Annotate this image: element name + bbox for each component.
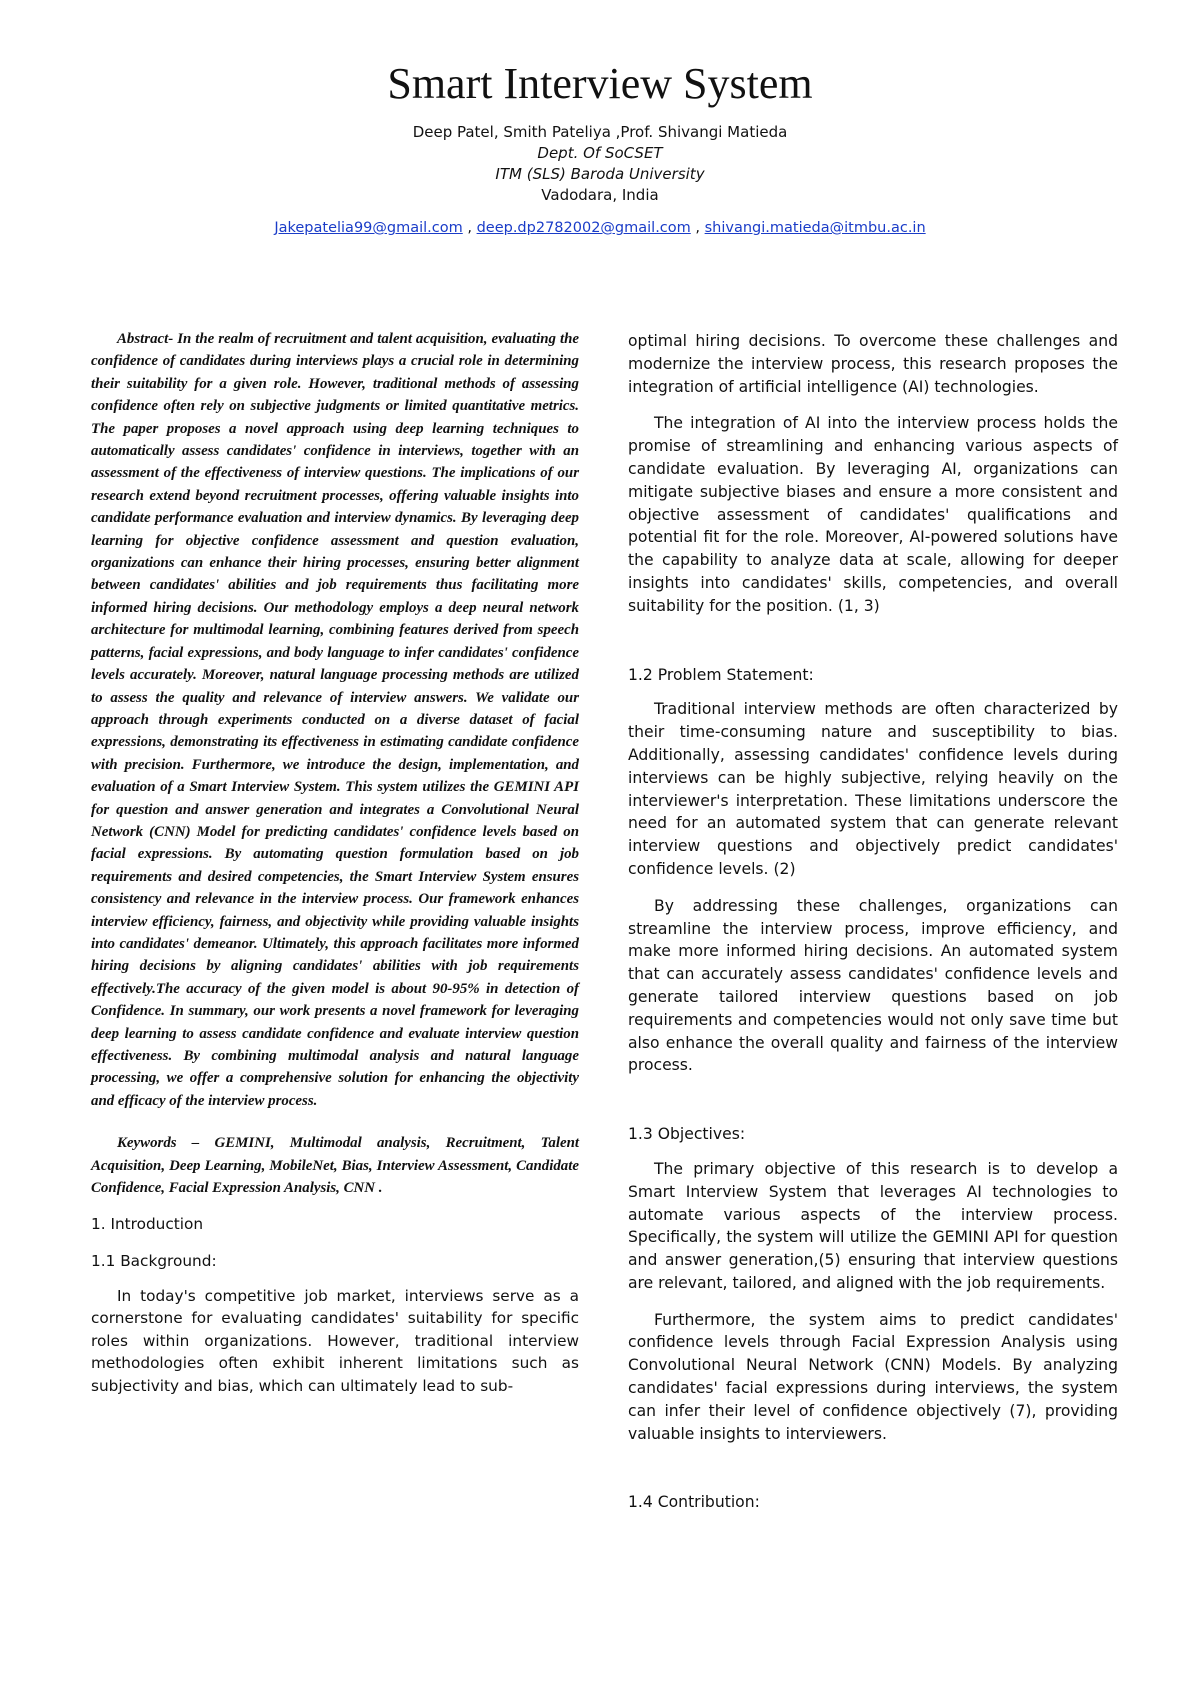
paragraph: In today's competitive job market, interviews serve as a cornerstone for evaluating candidates' suitability for specific roles within organizations. However, traditional interview methodologies often exhibit inherent limitations such as subjectivity and bias, which can ultimately lead to sub- bbox=[91, 1286, 579, 1395]
section-heading-background: 1.1 Background: bbox=[91, 1252, 217, 1271]
email-link-3[interactable]: shivangi.matieda@itmbu.ac.in bbox=[704, 220, 926, 236]
paragraph: By addressing these challenges, organizations can streamline the interview process, improve efficiency, and make more informed hiring decisions. An automated system that can accurately assess candidates' confidence levels and generate tailored interview questions based on job requirements and competencies would not only save time but also enhance the overall quality and fairness of the interview process. bbox=[628, 896, 1118, 1075]
section-heading-contribution: 1.4 Contribution: bbox=[628, 1493, 760, 1512]
email-link-1[interactable]: Jakepatelia99@gmail.com bbox=[274, 220, 463, 236]
abstract: Abstract- In the realm of recruitment and talent acquisition, evaluating the confidence of candidates during interviews plays a crucial role in determining their suitability for a given role. However, traditional methods of assessing confidence often rely on subjective judgments or limited quantitative metrics. The paper proposes a novel approach using deep learning techniques to automatically assess candidates' confidence in interviews, together with an assessment of the effectiveness of interview questions. The implications of our research extend beyond recruitment processes, offering valuable insights into candidate performance evaluation and interview dynamics. By leveraging deep learning for objective confidence assessment and question evaluation, organizations can enhance their hiring processes, ensuring better alignment between candidates' abilities and job requirements thus facilitating more informed hiring decisions. Our methodology employs a deep neural network architecture for multimodal learning, combining features derived from speech patterns, facial expressions, and body language to infer candidates' confidence levels accurately. Moreover, natural language processing methods are utilized to assess the quality and relevance of interview answers. We validate our approach through experiments conducted on a diverse dataset of facial expressions, demonstrating its effectiveness in estimating candidate confidence with precision. Furthermore, we introduce the design, implementation, and evaluation of a Smart Interview System. This system utilizes the GEMINI API for question and answer generation and integrates a Convolutional Neural Network (CNN) Model for predicting candidates' confidence levels based on facial expressions. By automating question formulation based on job requirements and desired competencies, the Smart Interview System ensures consistency and relevance in the interview process. Our framework enhances interview efficiency, fairness, and objectivity while providing valuable insights into candidates' demeanor. Ultimately, this approach facilitates more informed hiring decisions by aligning candidates' abilities with job requirements effectively.The accuracy of the given model is about 90-95% in detection of Confidence. In summary, our work presents a novel framework for leveraging deep learning to assess candidate confidence and evaluate interview question effectiveness. By combining multimodal analysis and natural language processing, we offer a comprehensive solution for enhancing the objectivity and efficacy of the interview process. bbox=[91, 331, 579, 1109]
email-link-2[interactable]: deep.dp2782002@gmail.com bbox=[476, 220, 691, 236]
author-block bbox=[0, 122, 1200, 206]
paragraph: Traditional interview methods are often characterized by their time-consuming nature and susceptibility to bias. Additionally, assessing candidates' confidence levels during interviews can be highly subjective, relying heavily on the interviewer's interpretation. These limitations underscore the need for an automated system that can generate relevant interview questions and objectively predict candidates' confidence levels. (2) bbox=[628, 700, 1118, 878]
paragraph: The primary objective of this research is to develop a Smart Interview System that leverages AI technologies to automate various aspects of the interview process. Specifically, the system will utilize the GEMINI API for question and answer generation,(5) ensuring that interview questions are relevant, tailored, and aligned with the job requirements. bbox=[628, 1159, 1118, 1292]
author-department: Dept. Of SoCSET bbox=[537, 144, 663, 162]
author-names: Deep Patel, Smith Pateliya ,Prof. Shivangi Matieda bbox=[412, 123, 788, 141]
author-city: Vadodara, India bbox=[541, 186, 659, 204]
author-emails bbox=[0, 220, 1200, 236]
email-separator: , bbox=[462, 220, 477, 236]
paragraph: Furthermore, the system aims to predict candidates' confidence levels through Facial Expression Analysis using Convolutional Neural Network (CNN) Models. By analyzing candidates' facial expressions during interviews, the system can infer their level of confidence objectively (7), providing valuable insights to interviewers. bbox=[628, 1310, 1118, 1443]
author-institution: ITM (SLS) Baroda University bbox=[495, 165, 705, 183]
paragraph: optimal hiring decisions. To overcome these challenges and modernize the interview process, this research proposes the integration of artificial intelligence (AI) technologies. bbox=[628, 332, 1118, 396]
section-heading-problem-statement: 1.2 Problem Statement: bbox=[628, 665, 814, 684]
keywords: Keywords – GEMINI, Multimodal analysis, Recruitment, Talent Acquisition, Deep Learning, MobileNet, Bias, Interview Assessment, Candidate Confidence, Facial Expression Analysis, CNN . bbox=[91, 1135, 579, 1197]
section-heading-introduction: 1. Introduction bbox=[91, 1215, 204, 1234]
paper-title: Smart Interview System bbox=[387, 59, 813, 108]
email-separator: , bbox=[690, 220, 705, 236]
paragraph: The integration of AI into the interview process holds the promise of streamlining and enhancing various aspects of candidate evaluation. By leveraging AI, organizations can mitigate subjective biases and ensure a more consistent and objective assessment of candidates' qualifications and potential fit for the role. Moreover, AI-powered solutions have the capability to analyze data at scale, allowing for deeper insights into candidates' skills, competencies, and overall suitability for the position. (1, 3) bbox=[628, 414, 1118, 615]
section-heading-objectives: 1.3 Objectives: bbox=[628, 1125, 746, 1144]
right-column bbox=[628, 330, 1118, 1526]
left-column bbox=[91, 328, 579, 1398]
